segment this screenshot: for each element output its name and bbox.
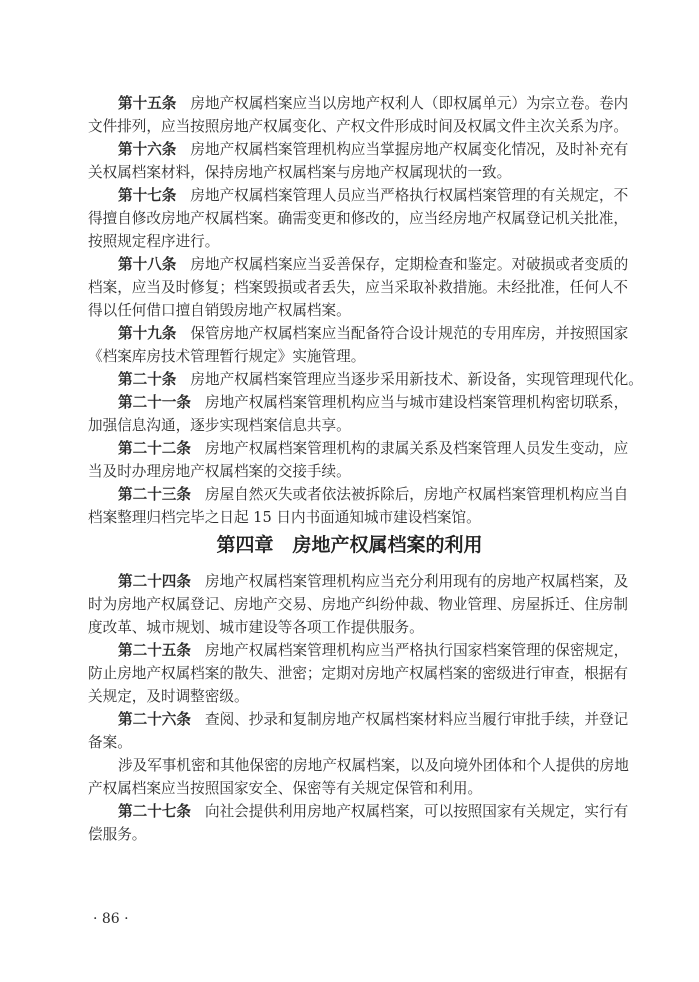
article-line bbox=[88, 754, 629, 777]
article-text: 《档案库房技术管理暂行规定》实施管理。 bbox=[88, 348, 366, 365]
article-label: 第二十一条 bbox=[118, 394, 191, 411]
article-text: 得擅自修改房地产权属档案。确需变更和修改的，应当经房地产权属登记机关批准， bbox=[88, 210, 628, 227]
article bbox=[88, 138, 629, 184]
article-text: 关权属档案材料，保持房地产权属档案与房地产权属现状的一致。 bbox=[88, 164, 512, 181]
article-label: 第十七条 bbox=[118, 187, 177, 204]
article bbox=[88, 483, 629, 529]
article-text: 房地产权属档案应当妥善保存，定期检查和鉴定。对破损或者变质的 bbox=[190, 256, 629, 273]
article bbox=[88, 570, 629, 639]
article-text: 档案整理归档完毕之日起 15 日内书面通知城市建设档案馆。 bbox=[88, 509, 481, 526]
article-label: 第十六条 bbox=[118, 141, 177, 158]
article-text: 房地产权属档案管理机构应当与城市建设档案管理机构密切联系， bbox=[204, 394, 629, 411]
article-text: 向社会提供利用房地产权属档案，可以按照国家有关规定，实行有 bbox=[204, 803, 629, 820]
article bbox=[88, 754, 629, 800]
article-label: 第二十六条 bbox=[118, 711, 191, 728]
article bbox=[88, 391, 629, 437]
article-line bbox=[88, 639, 629, 662]
article-line bbox=[88, 800, 629, 823]
article-text: 按照规定程序进行。 bbox=[88, 233, 220, 250]
article-line bbox=[88, 230, 610, 253]
article-label: 第二十四条 bbox=[118, 573, 191, 590]
article-text: 房地产权属档案应当以房地产权利人（即权属单元）为宗立卷。卷内 bbox=[190, 95, 629, 112]
article-text: 保管房地产权属档案应当配备符合设计规范的专用库房，并按照国家 bbox=[190, 325, 629, 342]
article-line bbox=[88, 777, 610, 800]
article-text: 度改革、城市规划、城市建设等各项工作提供服务。 bbox=[88, 619, 424, 636]
article-text: 房地产权属档案管理机构应当严格执行国家档案管理的保密规定， bbox=[204, 642, 629, 659]
article-text: 当及时办理房地产权属档案的交接手续。 bbox=[88, 463, 351, 480]
article-line bbox=[88, 207, 628, 230]
article-line bbox=[88, 161, 610, 184]
article bbox=[88, 639, 629, 708]
article-text: 关规定，及时调整密级。 bbox=[88, 688, 249, 705]
chapter-title: 第四章 房地产权属档案的利用 bbox=[216, 534, 483, 556]
article-text: 加强信息沟通，逐步实现档案信息共享。 bbox=[88, 417, 351, 434]
article-text: 产权属档案应当按照国家安全、保密等有关规定保管和利用。 bbox=[88, 780, 483, 797]
article-label: 第二十七条 bbox=[118, 803, 191, 820]
article-label: 第二十三条 bbox=[118, 486, 191, 503]
article bbox=[88, 253, 629, 322]
article-text: 房地产权属档案管理人员应当严格执行权属档案管理的有关规定，不 bbox=[190, 187, 629, 204]
article-line bbox=[88, 115, 628, 138]
article-line bbox=[88, 593, 628, 616]
article-text: 查阅、抄录和复制房地产权属档案材料应当履行审批手续，并登记 bbox=[204, 711, 629, 728]
article-label: 第二十五条 bbox=[118, 642, 191, 659]
article-line bbox=[88, 184, 629, 207]
article-line bbox=[88, 138, 629, 161]
article-line bbox=[88, 414, 610, 437]
article bbox=[88, 708, 629, 754]
article-text: 偿服务。 bbox=[88, 826, 147, 843]
article-line bbox=[88, 391, 629, 414]
articles-chapter-4 bbox=[88, 570, 629, 846]
article-line bbox=[88, 92, 629, 115]
article-text: 涉及军事机密和其他保密的房地产权属档案，以及向境外团体和个人提供的房地 bbox=[118, 757, 629, 774]
article-line bbox=[88, 460, 610, 483]
article-line bbox=[88, 708, 629, 731]
article-text: 得以任何借口擅自销毁房地产权属档案。 bbox=[88, 302, 351, 319]
article-label: 第十五条 bbox=[118, 95, 177, 112]
article bbox=[88, 368, 643, 391]
article-line bbox=[88, 483, 629, 506]
page-number: · 86 · bbox=[93, 911, 129, 927]
article-text: 时为房地产权属登记、房地产交易、房地产纠纷仲裁、物业管理、房屋拆迁、住房制 bbox=[88, 596, 628, 613]
article-line bbox=[88, 299, 610, 322]
article bbox=[88, 800, 629, 846]
article-text: 档案，应当及时修复；档案毁损或者丢失，应当采取补救措施。未经批准，任何人不 bbox=[88, 279, 628, 296]
article-text: 房地产权属档案管理机构应当充分利用现有的房地产权属档案，及 bbox=[204, 573, 629, 590]
article-line bbox=[88, 322, 629, 345]
article-line bbox=[88, 662, 628, 685]
article-label: 第二十二条 bbox=[118, 440, 191, 457]
articles-chapter-3 bbox=[88, 92, 643, 529]
article bbox=[88, 437, 629, 483]
article-line bbox=[88, 506, 610, 529]
article-line bbox=[88, 253, 629, 276]
article bbox=[88, 92, 629, 138]
article-text: 房屋自然灭失或者依法被拆除后，房地产权属档案管理机构应当自 bbox=[204, 486, 629, 503]
article-text: 房地产权属档案管理应当逐步采用新技术、新设备，实现管理现代化。 bbox=[190, 371, 643, 388]
article-line bbox=[88, 368, 643, 391]
article-line bbox=[88, 276, 628, 299]
article-label: 第十八条 bbox=[118, 256, 177, 273]
article bbox=[88, 322, 629, 368]
article-text: 房地产权属档案管理机构的隶属关系及档案管理人员发生变动，应 bbox=[204, 440, 629, 457]
article-line bbox=[88, 685, 610, 708]
article-line bbox=[88, 570, 629, 593]
article-line bbox=[88, 731, 610, 754]
article-text: 防止房地产权属档案的散失、泄密；定期对房地产权属档案的密级进行审查，根据有 bbox=[88, 665, 628, 682]
article-line bbox=[88, 823, 610, 846]
article-label: 第二十条 bbox=[118, 371, 177, 388]
article-text: 房地产权属档案管理机构应当掌握房地产权属变化情况，及时补充有 bbox=[190, 141, 629, 158]
article-label: 第十九条 bbox=[118, 325, 177, 342]
article-line bbox=[88, 616, 610, 639]
article-line bbox=[88, 345, 610, 368]
article-text: 备案。 bbox=[88, 734, 132, 751]
article-text: 文件排列，应当按照房地产权属变化、产权文件形成时间及权属文件主次关系为序。 bbox=[88, 118, 628, 135]
article bbox=[88, 184, 629, 253]
article-line bbox=[88, 437, 629, 460]
